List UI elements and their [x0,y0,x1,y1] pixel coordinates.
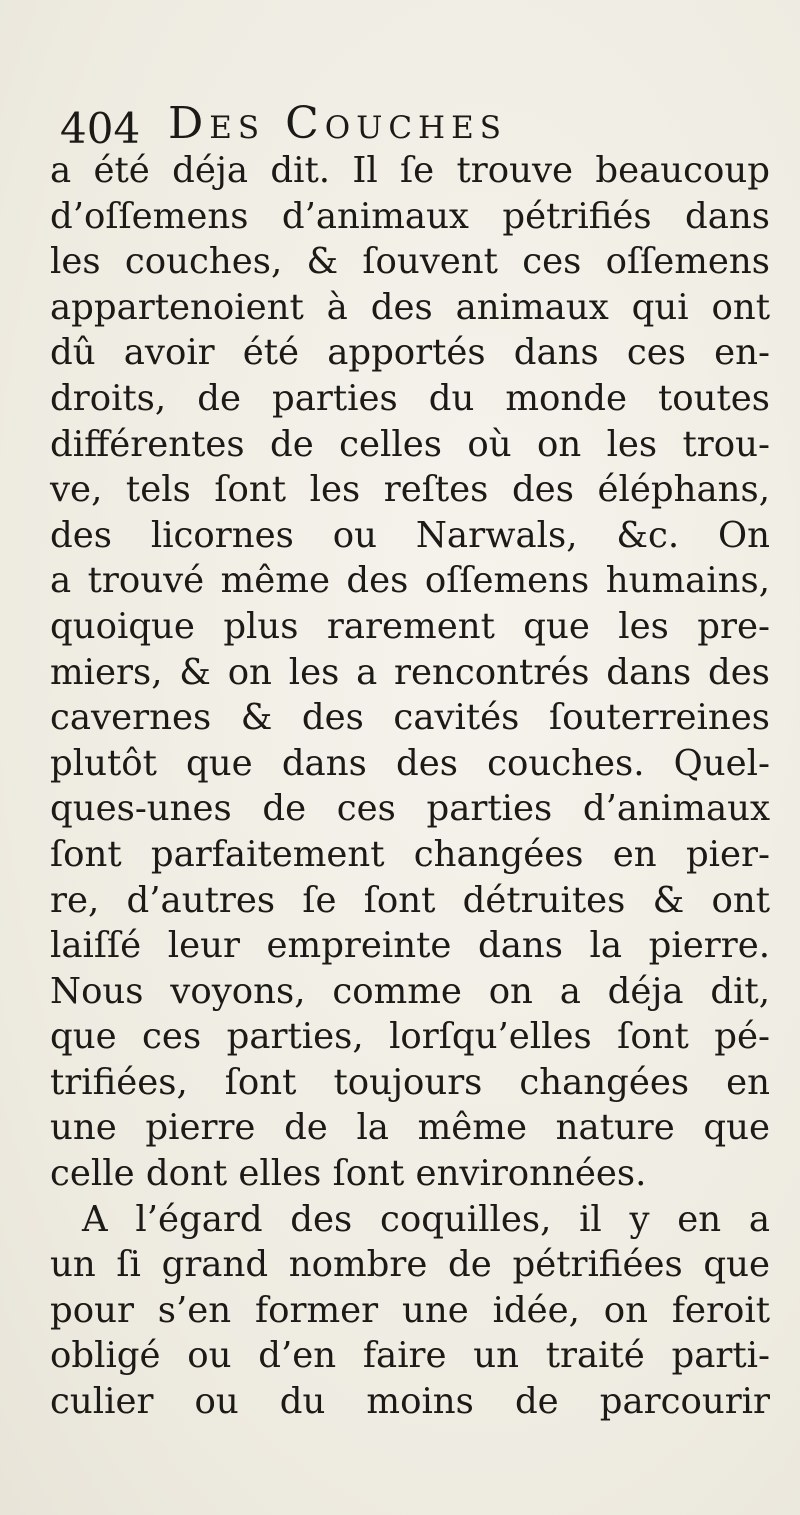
text-line: laiſſé leur empreinte dans la pierre. [50,925,770,967]
text-line: ſont parfaitement changées en pier- [50,833,770,875]
text-line: Nous voyons, comme on a déja dit, [50,970,770,1012]
text-line: que ces parties, lorſqu’elles ſont pé- [50,1016,770,1058]
text-line: plutôt que dans des couches. Quel- [50,742,770,784]
running-head: Des Couches [168,98,507,149]
text-line: cavernes & des cavités ſouterreines [50,697,770,739]
text-line: des licornes ou Narwals, &c. On [50,514,770,556]
text-line: a été déja dit. Il ſe trouve beaucoup [50,150,770,191]
text-line: droits, de parties du monde toutes [50,377,770,419]
text-line: dû avoir été apportés dans ces en- [50,332,770,374]
text-line: pour s’en former une idée, on feroit [50,1289,770,1331]
text-line: culier ou du moins de parcourir [50,1381,770,1423]
text-line: d’oſſemens d’animaux pétrifiés dans [50,195,770,237]
text-line: différentes de celles où on les trou- [50,423,770,465]
text-line: ve, tels ſont les reſtes des éléphans, [50,469,770,511]
text-line: une pierre de la même nature que [50,1107,770,1149]
text-line: les couches, & ſouvent ces oſſemens [50,241,770,283]
text-line: miers, & on les a rencontrés dans des [50,651,770,693]
text-line: celle dont elles ſont environnées. [50,1153,647,1195]
text-line: un ſi grand nombre de pétrifiées que [50,1244,770,1286]
text-line: a trouvé même des oſſemens humains, [50,560,770,602]
text-line: obligé ou d’en faire un traité parti- [50,1335,770,1377]
text-line: ques-unes de ces parties d’animaux [50,788,770,830]
page-number: 404 [60,104,141,153]
text-line: trifiées, ſont toujours changées en [50,1061,770,1103]
text-line: re, d’autres ſe ſont détruites & ont [50,879,770,921]
body-text [50,148,770,1425]
text-line: appartenoient à des animaux qui ont [50,286,770,328]
text-line: quoique plus rarement que les pre- [50,605,770,647]
text-line: A l’égard des coquilles, il y en a [82,1198,770,1240]
